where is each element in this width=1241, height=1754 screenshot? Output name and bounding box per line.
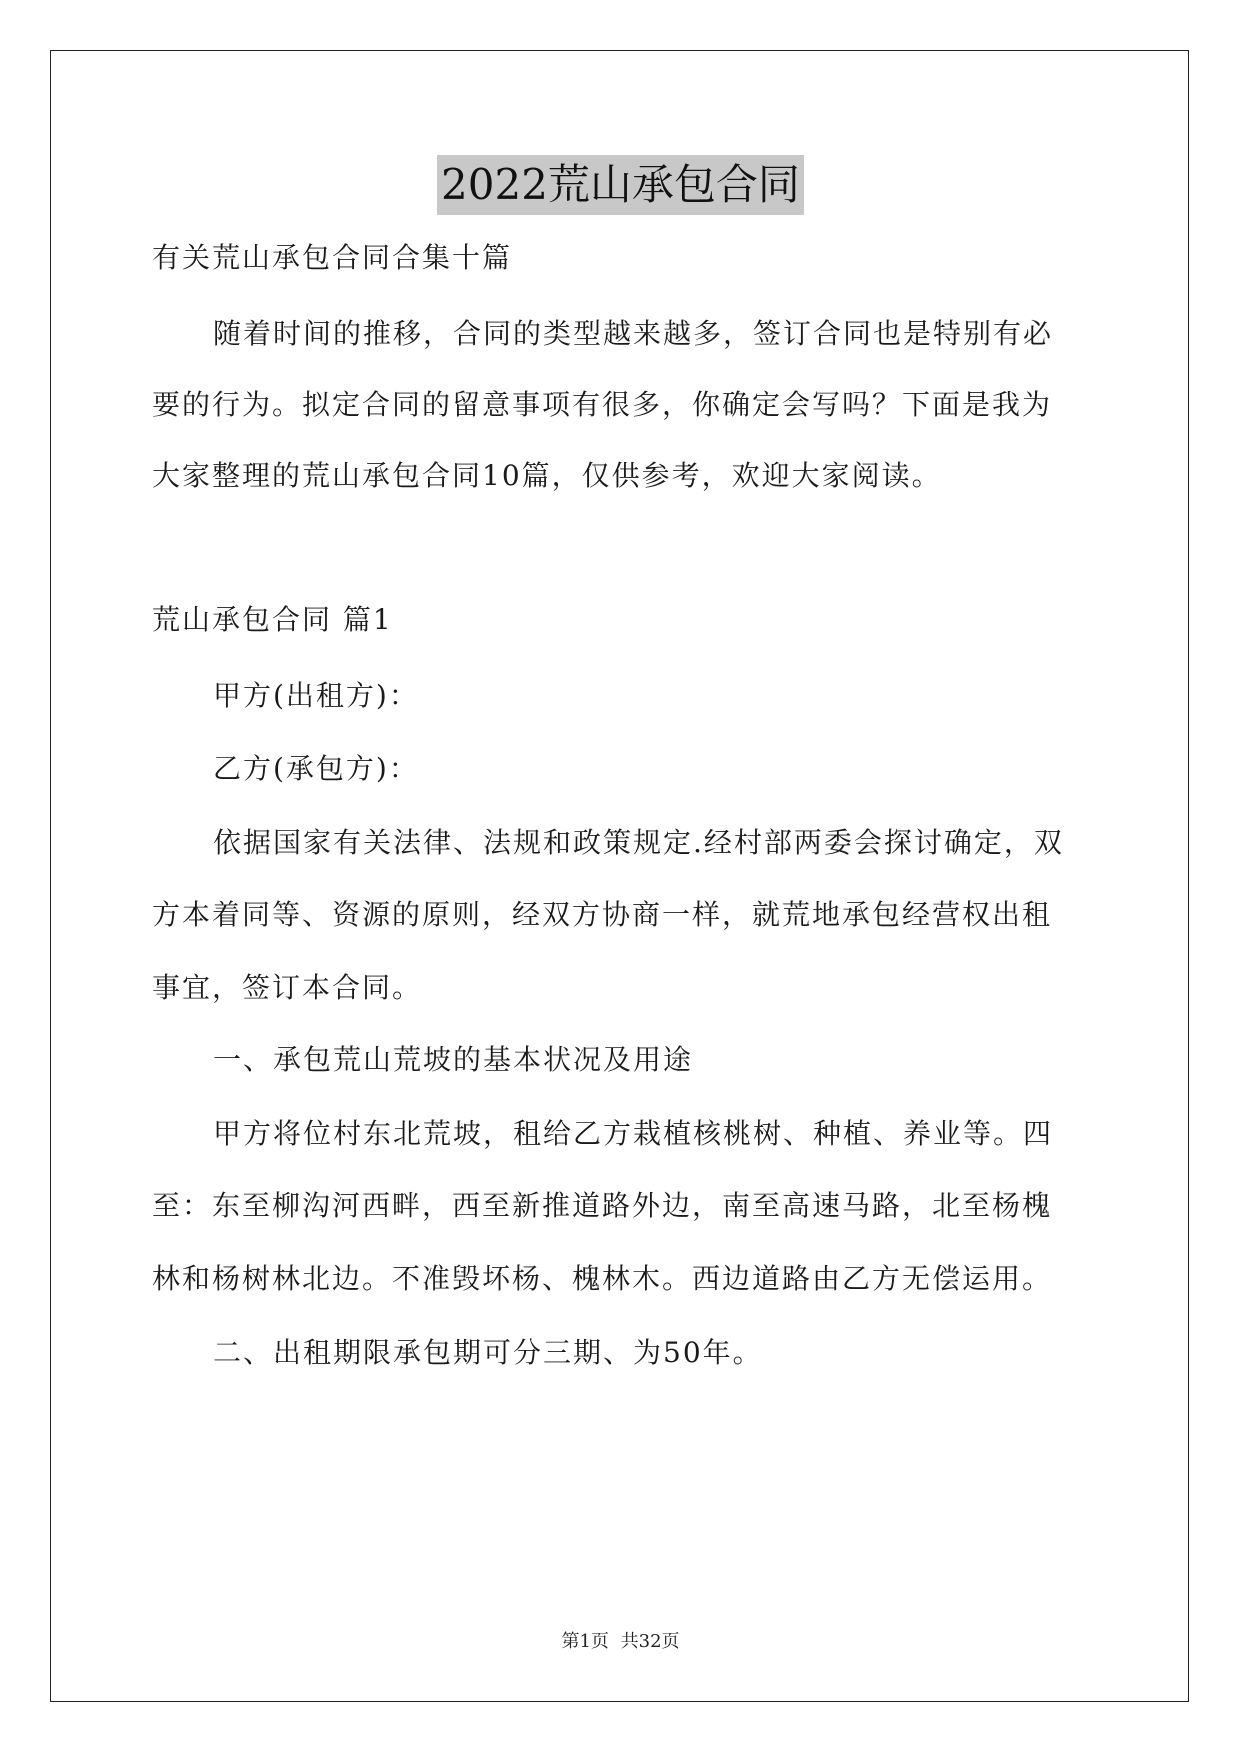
section-heading: 荒山承包合同 篇1: [152, 603, 393, 636]
page-border: [50, 50, 1189, 1702]
clause1-line-1: 甲方将位村东北荒坡，租给乙方栽植核桃树、种植、养业等。四: [213, 1117, 1054, 1150]
page-number: 第1页: [561, 1631, 609, 1652]
clause1-heading: 一、承包荒山荒坡的基本状况及用途: [213, 1043, 694, 1076]
clause2: 二、出租期限承包期可分三期、为50年。: [213, 1336, 763, 1369]
intro-line-2: 要的行为。拟定合同的留意事项有很多，你确定会写吗？下面是我为: [152, 388, 1053, 421]
basis-line-3: 事宜，签订本合同。: [152, 971, 423, 1004]
basis-line-2: 方本着同等、资源的原则，经双方协商一样，就荒地承包经营权出租: [152, 898, 1053, 931]
intro-line-3: 大家整理的荒山承包合同10篇，仅供参考，欢迎大家阅读。: [152, 459, 942, 492]
document-subtitle: 有关荒山承包合同合集十篇: [152, 241, 513, 274]
intro-line-1: 随着时间的推移，合同的类型越来越多，签订合同也是特别有必: [213, 317, 1054, 350]
page-total: 共32页: [620, 1631, 680, 1652]
clause1-line-3: 林和杨树林北边。不准毁坏杨、槐林木。西边道路由乙方无偿运用。: [152, 1262, 1053, 1295]
document-title-wrapper: [0, 155, 1241, 215]
page-footer: [0, 1627, 1241, 1653]
basis-line-1: 依据国家有关法律、法规和政策规定.经村部两委会探讨确定，双: [213, 826, 1064, 859]
clause1-line-2: 至：东至柳沟河西畔，西至新推道路外边，南至高速马路，北至杨槐: [152, 1189, 1053, 1222]
document-title: 2022荒山承包合同: [437, 155, 804, 215]
party-a: 甲方(出租方)：: [213, 679, 419, 712]
party-b: 乙方(承包方)：: [213, 752, 419, 785]
